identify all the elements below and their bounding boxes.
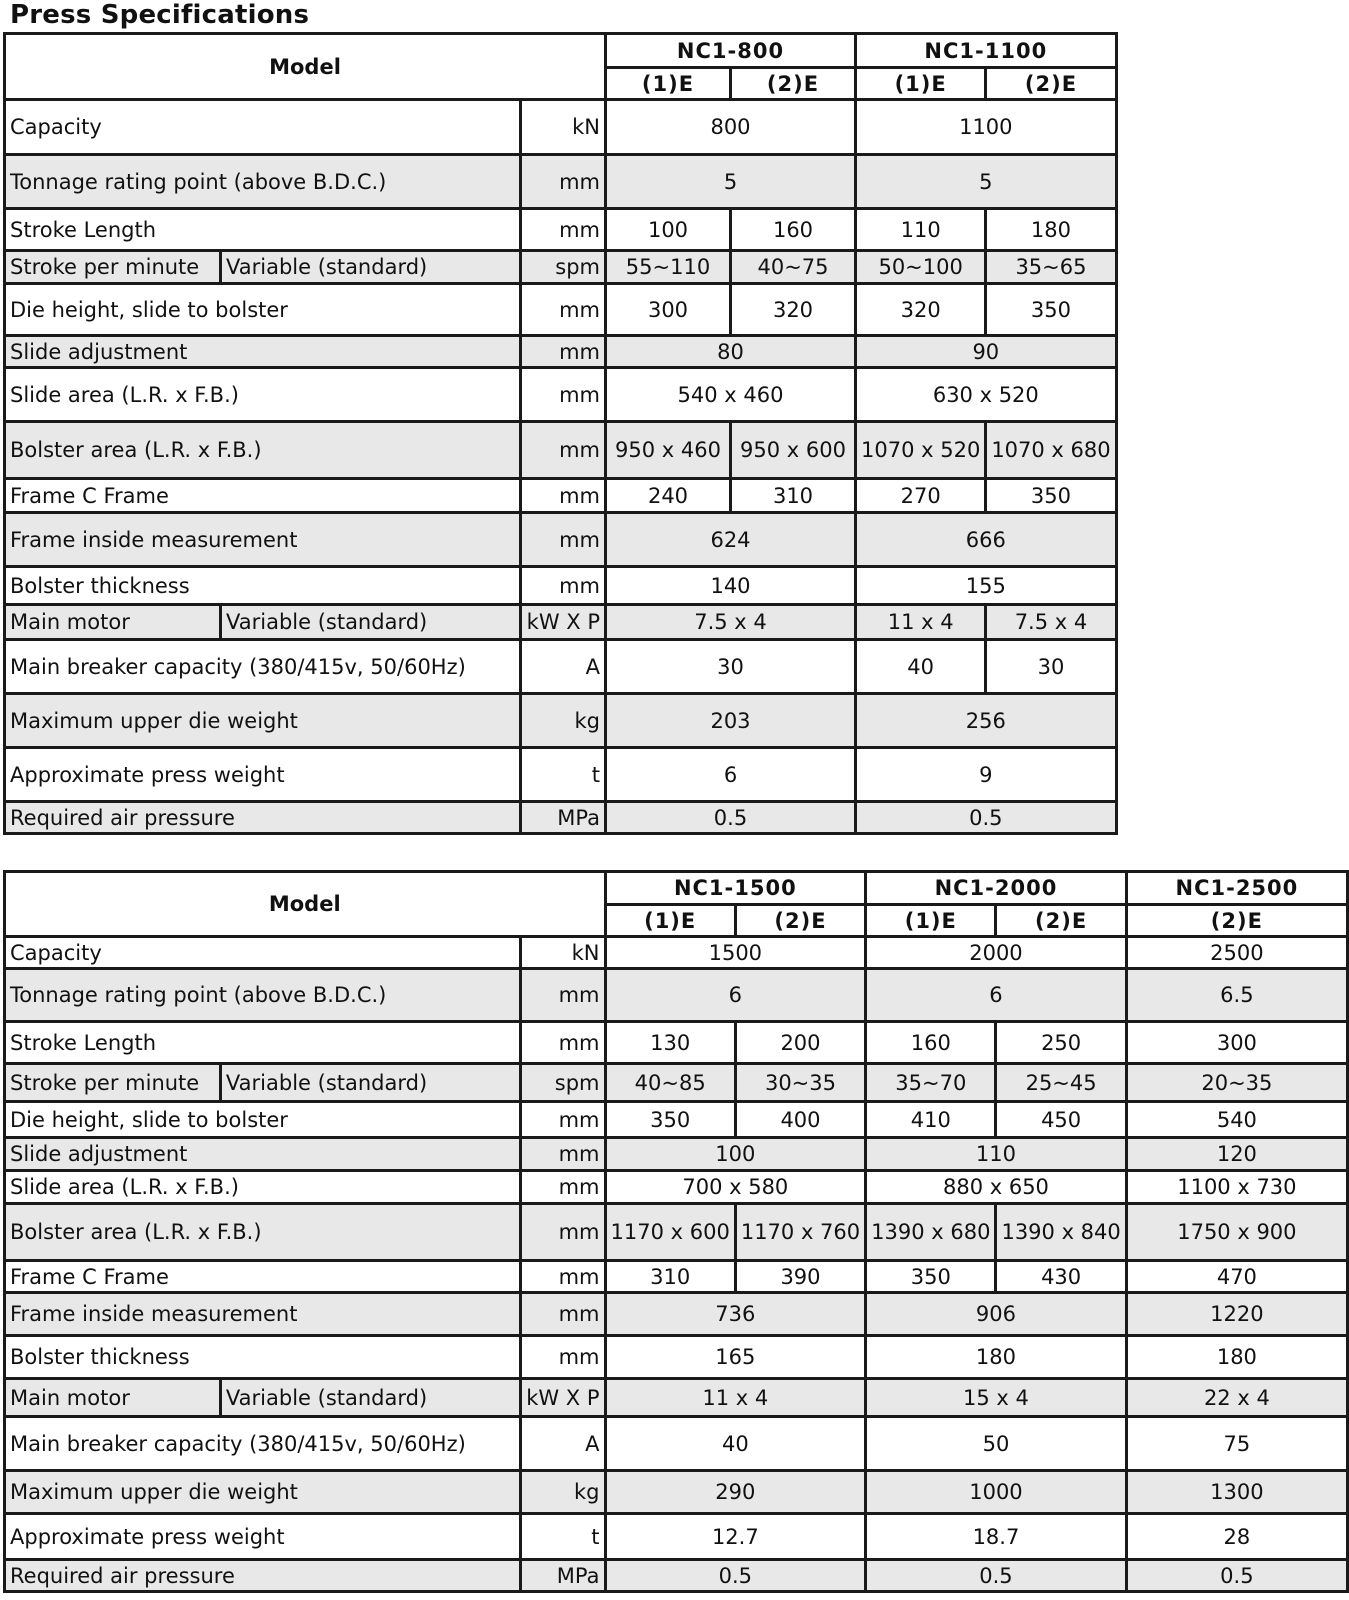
cell-value: 7.5 x 4	[986, 605, 1116, 640]
cell-value: 350	[986, 479, 1116, 513]
table-row	[5, 605, 1117, 640]
row-unit: spm	[520, 1064, 605, 1102]
cell-value: 28	[1126, 1514, 1347, 1560]
table-row	[5, 513, 1117, 567]
row-unit: mm	[520, 1171, 605, 1204]
table-row	[5, 479, 1117, 513]
row-label: Approximate press weight	[5, 748, 521, 802]
cell-value: 6	[866, 969, 1127, 1022]
row-unit: kN	[521, 100, 606, 155]
table-row	[5, 1417, 1348, 1471]
cell-value: 2500	[1126, 937, 1347, 969]
cell-value: 1170 x 600	[605, 1204, 735, 1261]
row-unit: mm	[520, 1204, 605, 1261]
model-name: NC1-2000	[866, 872, 1127, 905]
cell-value: 880 x 650	[866, 1171, 1127, 1204]
row-label: Main motor	[5, 605, 221, 640]
row-unit: mm	[520, 1336, 605, 1379]
table-row	[5, 1064, 1348, 1102]
model-name: NC1-1500	[605, 872, 866, 905]
cell-value: 310	[605, 1261, 735, 1293]
cell-value: 0.5	[856, 802, 1117, 834]
cell-value: 180	[986, 209, 1116, 251]
cell-value: 410	[866, 1102, 996, 1138]
row-unit: kN	[520, 937, 605, 969]
cell-value: 40	[605, 1417, 866, 1471]
row-label: Tonnage rating point (above B.D.C.)	[5, 155, 521, 209]
row-label: Capacity	[5, 100, 521, 155]
table-row	[5, 1514, 1348, 1560]
variant-header: (1)E	[856, 68, 986, 100]
row-label: Die height, slide to bolster	[5, 1102, 521, 1138]
cell-value: 6	[606, 748, 856, 802]
page-title: Press Specifications	[10, 0, 310, 30]
cell-value: 165	[605, 1336, 866, 1379]
table-row	[5, 640, 1117, 694]
cell-value: 75	[1126, 1417, 1347, 1471]
cell-value: 1000	[866, 1471, 1127, 1514]
table-row	[5, 1261, 1348, 1293]
row-unit: mm	[520, 969, 605, 1022]
cell-value: 1070 x 520	[856, 422, 986, 479]
model-header: Model	[5, 34, 606, 100]
variant-header: (1)E	[866, 905, 996, 937]
cell-value: 1220	[1126, 1293, 1347, 1336]
cell-value: 300	[1126, 1022, 1347, 1064]
cell-value: 1070 x 680	[986, 422, 1116, 479]
cell-value: 12.7	[605, 1514, 866, 1560]
cell-value: 200	[735, 1022, 865, 1064]
table-row	[5, 209, 1117, 251]
row-unit: A	[520, 1417, 605, 1471]
table-row	[5, 422, 1117, 479]
cell-value: 240	[606, 479, 731, 513]
row-unit: mm	[520, 1261, 605, 1293]
cell-value: 256	[856, 694, 1117, 748]
row-sublabel: Variable (standard)	[221, 605, 521, 640]
cell-value: 1390 x 840	[996, 1204, 1126, 1261]
table-row	[5, 937, 1348, 969]
row-label: Frame C Frame	[5, 1261, 521, 1293]
cell-value: 470	[1126, 1261, 1347, 1293]
row-unit: kg	[520, 1471, 605, 1514]
row-label: Stroke Length	[5, 209, 521, 251]
cell-value: 1300	[1126, 1471, 1347, 1514]
row-label: Bolster thickness	[5, 1336, 521, 1379]
table-row	[5, 1560, 1348, 1592]
table-row	[5, 1293, 1348, 1336]
cell-value: 11 x 4	[605, 1379, 866, 1417]
cell-value: 15 x 4	[866, 1379, 1127, 1417]
row-unit: mm	[520, 1102, 605, 1138]
cell-value: 100	[606, 209, 731, 251]
row-label: Bolster thickness	[5, 567, 521, 605]
cell-value: 540	[1126, 1102, 1347, 1138]
variant-header: (2)E	[1126, 905, 1347, 937]
cell-value: 40	[856, 640, 986, 694]
row-label: Required air pressure	[5, 1560, 521, 1592]
row-label: Stroke per minute	[5, 1064, 221, 1102]
table-row	[5, 155, 1117, 209]
row-unit: MPa	[521, 802, 606, 834]
row-label: Slide area (L.R. x F.B.)	[5, 1171, 521, 1204]
row-unit: mm	[521, 567, 606, 605]
row-unit: mm	[521, 368, 606, 422]
row-sublabel: Variable (standard)	[220, 1064, 520, 1102]
row-label: Maximum upper die weight	[5, 694, 521, 748]
cell-value: 7.5 x 4	[606, 605, 856, 640]
row-sublabel: Variable (standard)	[220, 1379, 520, 1417]
cell-value: 5	[606, 155, 856, 209]
variant-header: (1)E	[606, 68, 731, 100]
cell-value: 0.5	[606, 802, 856, 834]
row-unit: mm	[520, 1138, 605, 1171]
cell-value: 40~85	[605, 1064, 735, 1102]
cell-value: 400	[735, 1102, 865, 1138]
cell-value: 270	[856, 479, 986, 513]
row-label: Required air pressure	[5, 802, 521, 834]
row-unit: kg	[521, 694, 606, 748]
row-unit: t	[521, 748, 606, 802]
table-row	[5, 284, 1117, 336]
model-name: NC1-1100	[856, 34, 1117, 68]
row-label: Slide area (L.R. x F.B.)	[5, 368, 521, 422]
row-unit: mm	[521, 336, 606, 368]
row-label: Stroke Length	[5, 1022, 521, 1064]
model-name: NC1-2500	[1126, 872, 1347, 905]
row-unit: spm	[521, 251, 606, 284]
cell-value: 1500	[605, 937, 866, 969]
cell-value: 540 x 460	[606, 368, 856, 422]
cell-value: 155	[856, 567, 1117, 605]
variant-header: (2)E	[986, 68, 1116, 100]
cell-value: 140	[606, 567, 856, 605]
row-label: Main motor	[5, 1379, 221, 1417]
cell-value: 50~100	[856, 251, 986, 284]
cell-value: 6.5	[1126, 969, 1347, 1022]
row-sublabel: Variable (standard)	[221, 251, 521, 284]
row-label: Tonnage rating point (above B.D.C.)	[5, 969, 521, 1022]
table-row	[5, 100, 1117, 155]
cell-value: 180	[866, 1336, 1127, 1379]
row-label: Maximum upper die weight	[5, 1471, 521, 1514]
row-label: Die height, slide to bolster	[5, 284, 521, 336]
cell-value: 40~75	[731, 251, 856, 284]
variant-header: (1)E	[605, 905, 735, 937]
cell-value: 0.5	[866, 1560, 1127, 1592]
cell-value: 18.7	[866, 1514, 1127, 1560]
row-unit: mm	[521, 479, 606, 513]
row-unit: mm	[521, 155, 606, 209]
cell-value: 110	[866, 1138, 1127, 1171]
cell-value: 30~35	[735, 1064, 865, 1102]
cell-value: 290	[605, 1471, 866, 1514]
cell-value: 1100	[856, 100, 1117, 155]
table-row	[5, 1336, 1348, 1379]
cell-value: 700 x 580	[605, 1171, 866, 1204]
cell-value: 110	[856, 209, 986, 251]
spec-table-2	[3, 870, 1349, 1593]
cell-value: 736	[605, 1293, 866, 1336]
row-label: Slide adjustment	[5, 1138, 521, 1171]
row-label: Frame C Frame	[5, 479, 521, 513]
cell-value: 1750 x 900	[1126, 1204, 1347, 1261]
cell-value: 430	[996, 1261, 1126, 1293]
model-header: Model	[5, 872, 606, 937]
cell-value: 320	[856, 284, 986, 336]
cell-value: 350	[605, 1102, 735, 1138]
cell-value: 11 x 4	[856, 605, 986, 640]
cell-value: 55~110	[606, 251, 731, 284]
cell-value: 666	[856, 513, 1117, 567]
row-unit: MPa	[520, 1560, 605, 1592]
row-unit: mm	[521, 284, 606, 336]
cell-value: 35~70	[866, 1064, 996, 1102]
cell-value: 310	[731, 479, 856, 513]
cell-value: 5	[856, 155, 1117, 209]
variant-header: (2)E	[735, 905, 865, 937]
cell-value: 950 x 460	[606, 422, 731, 479]
table-row	[5, 1171, 1348, 1204]
cell-value: 1390 x 680	[866, 1204, 996, 1261]
row-unit: mm	[521, 209, 606, 251]
cell-value: 950 x 600	[731, 422, 856, 479]
cell-value: 30	[606, 640, 856, 694]
cell-value: 624	[606, 513, 856, 567]
row-label: Main breaker capacity (380/415v, 50/60Hz)	[5, 1417, 521, 1471]
table-row	[5, 368, 1117, 422]
row-label: Stroke per minute	[5, 251, 221, 284]
row-unit: A	[521, 640, 606, 694]
row-unit: mm	[520, 1293, 605, 1336]
table-row	[5, 1022, 1348, 1064]
cell-value: 160	[866, 1022, 996, 1064]
table-row	[5, 748, 1117, 802]
cell-value: 300	[606, 284, 731, 336]
cell-value: 180	[1126, 1336, 1347, 1379]
table-row	[5, 251, 1117, 284]
table-row	[5, 1138, 1348, 1171]
row-unit: mm	[521, 422, 606, 479]
cell-value: 30	[986, 640, 1116, 694]
row-label: Bolster area (L.R. x F.B.)	[5, 422, 521, 479]
cell-value: 800	[606, 100, 856, 155]
cell-value: 100	[605, 1138, 866, 1171]
row-unit: kW X P	[520, 1379, 605, 1417]
cell-value: 160	[731, 209, 856, 251]
table-row	[5, 969, 1348, 1022]
cell-value: 320	[731, 284, 856, 336]
cell-value: 35~65	[986, 251, 1116, 284]
cell-value: 22 x 4	[1126, 1379, 1347, 1417]
variant-header: (2)E	[996, 905, 1126, 937]
table-row	[5, 802, 1117, 834]
cell-value: 25~45	[996, 1064, 1126, 1102]
row-label: Frame inside measurement	[5, 513, 521, 567]
cell-value: 9	[856, 748, 1117, 802]
cell-value: 906	[866, 1293, 1127, 1336]
cell-value: 0.5	[605, 1560, 866, 1592]
cell-value: 350	[986, 284, 1116, 336]
cell-value: 630 x 520	[856, 368, 1117, 422]
row-label: Slide adjustment	[5, 336, 521, 368]
table-row	[5, 567, 1117, 605]
table-row	[5, 694, 1117, 748]
cell-value: 80	[606, 336, 856, 368]
table-row	[5, 1379, 1348, 1417]
row-unit: kW X P	[521, 605, 606, 640]
row-unit: t	[520, 1514, 605, 1560]
cell-value: 130	[605, 1022, 735, 1064]
cell-value: 203	[606, 694, 856, 748]
row-unit: mm	[520, 1022, 605, 1064]
row-label: Main breaker capacity (380/415v, 50/60Hz)	[5, 640, 521, 694]
cell-value: 450	[996, 1102, 1126, 1138]
cell-value: 20~35	[1126, 1064, 1347, 1102]
cell-value: 120	[1126, 1138, 1347, 1171]
row-label: Bolster area (L.R. x F.B.)	[5, 1204, 521, 1261]
spec-table-1	[3, 32, 1118, 835]
cell-value: 390	[735, 1261, 865, 1293]
cell-value: 6	[605, 969, 866, 1022]
row-label: Frame inside measurement	[5, 1293, 521, 1336]
cell-value: 0.5	[1126, 1560, 1347, 1592]
table-row	[5, 1204, 1348, 1261]
row-label: Capacity	[5, 937, 521, 969]
table-row	[5, 1471, 1348, 1514]
cell-value: 250	[996, 1022, 1126, 1064]
cell-value: 1170 x 760	[735, 1204, 865, 1261]
row-label: Approximate press weight	[5, 1514, 521, 1560]
table-row	[5, 336, 1117, 368]
model-name: NC1-800	[606, 34, 856, 68]
cell-value: 1100 x 730	[1126, 1171, 1347, 1204]
cell-value: 2000	[866, 937, 1127, 969]
table-row	[5, 1102, 1348, 1138]
row-unit: mm	[521, 513, 606, 567]
cell-value: 90	[856, 336, 1117, 368]
cell-value: 350	[866, 1261, 996, 1293]
variant-header: (2)E	[731, 68, 856, 100]
cell-value: 50	[866, 1417, 1127, 1471]
